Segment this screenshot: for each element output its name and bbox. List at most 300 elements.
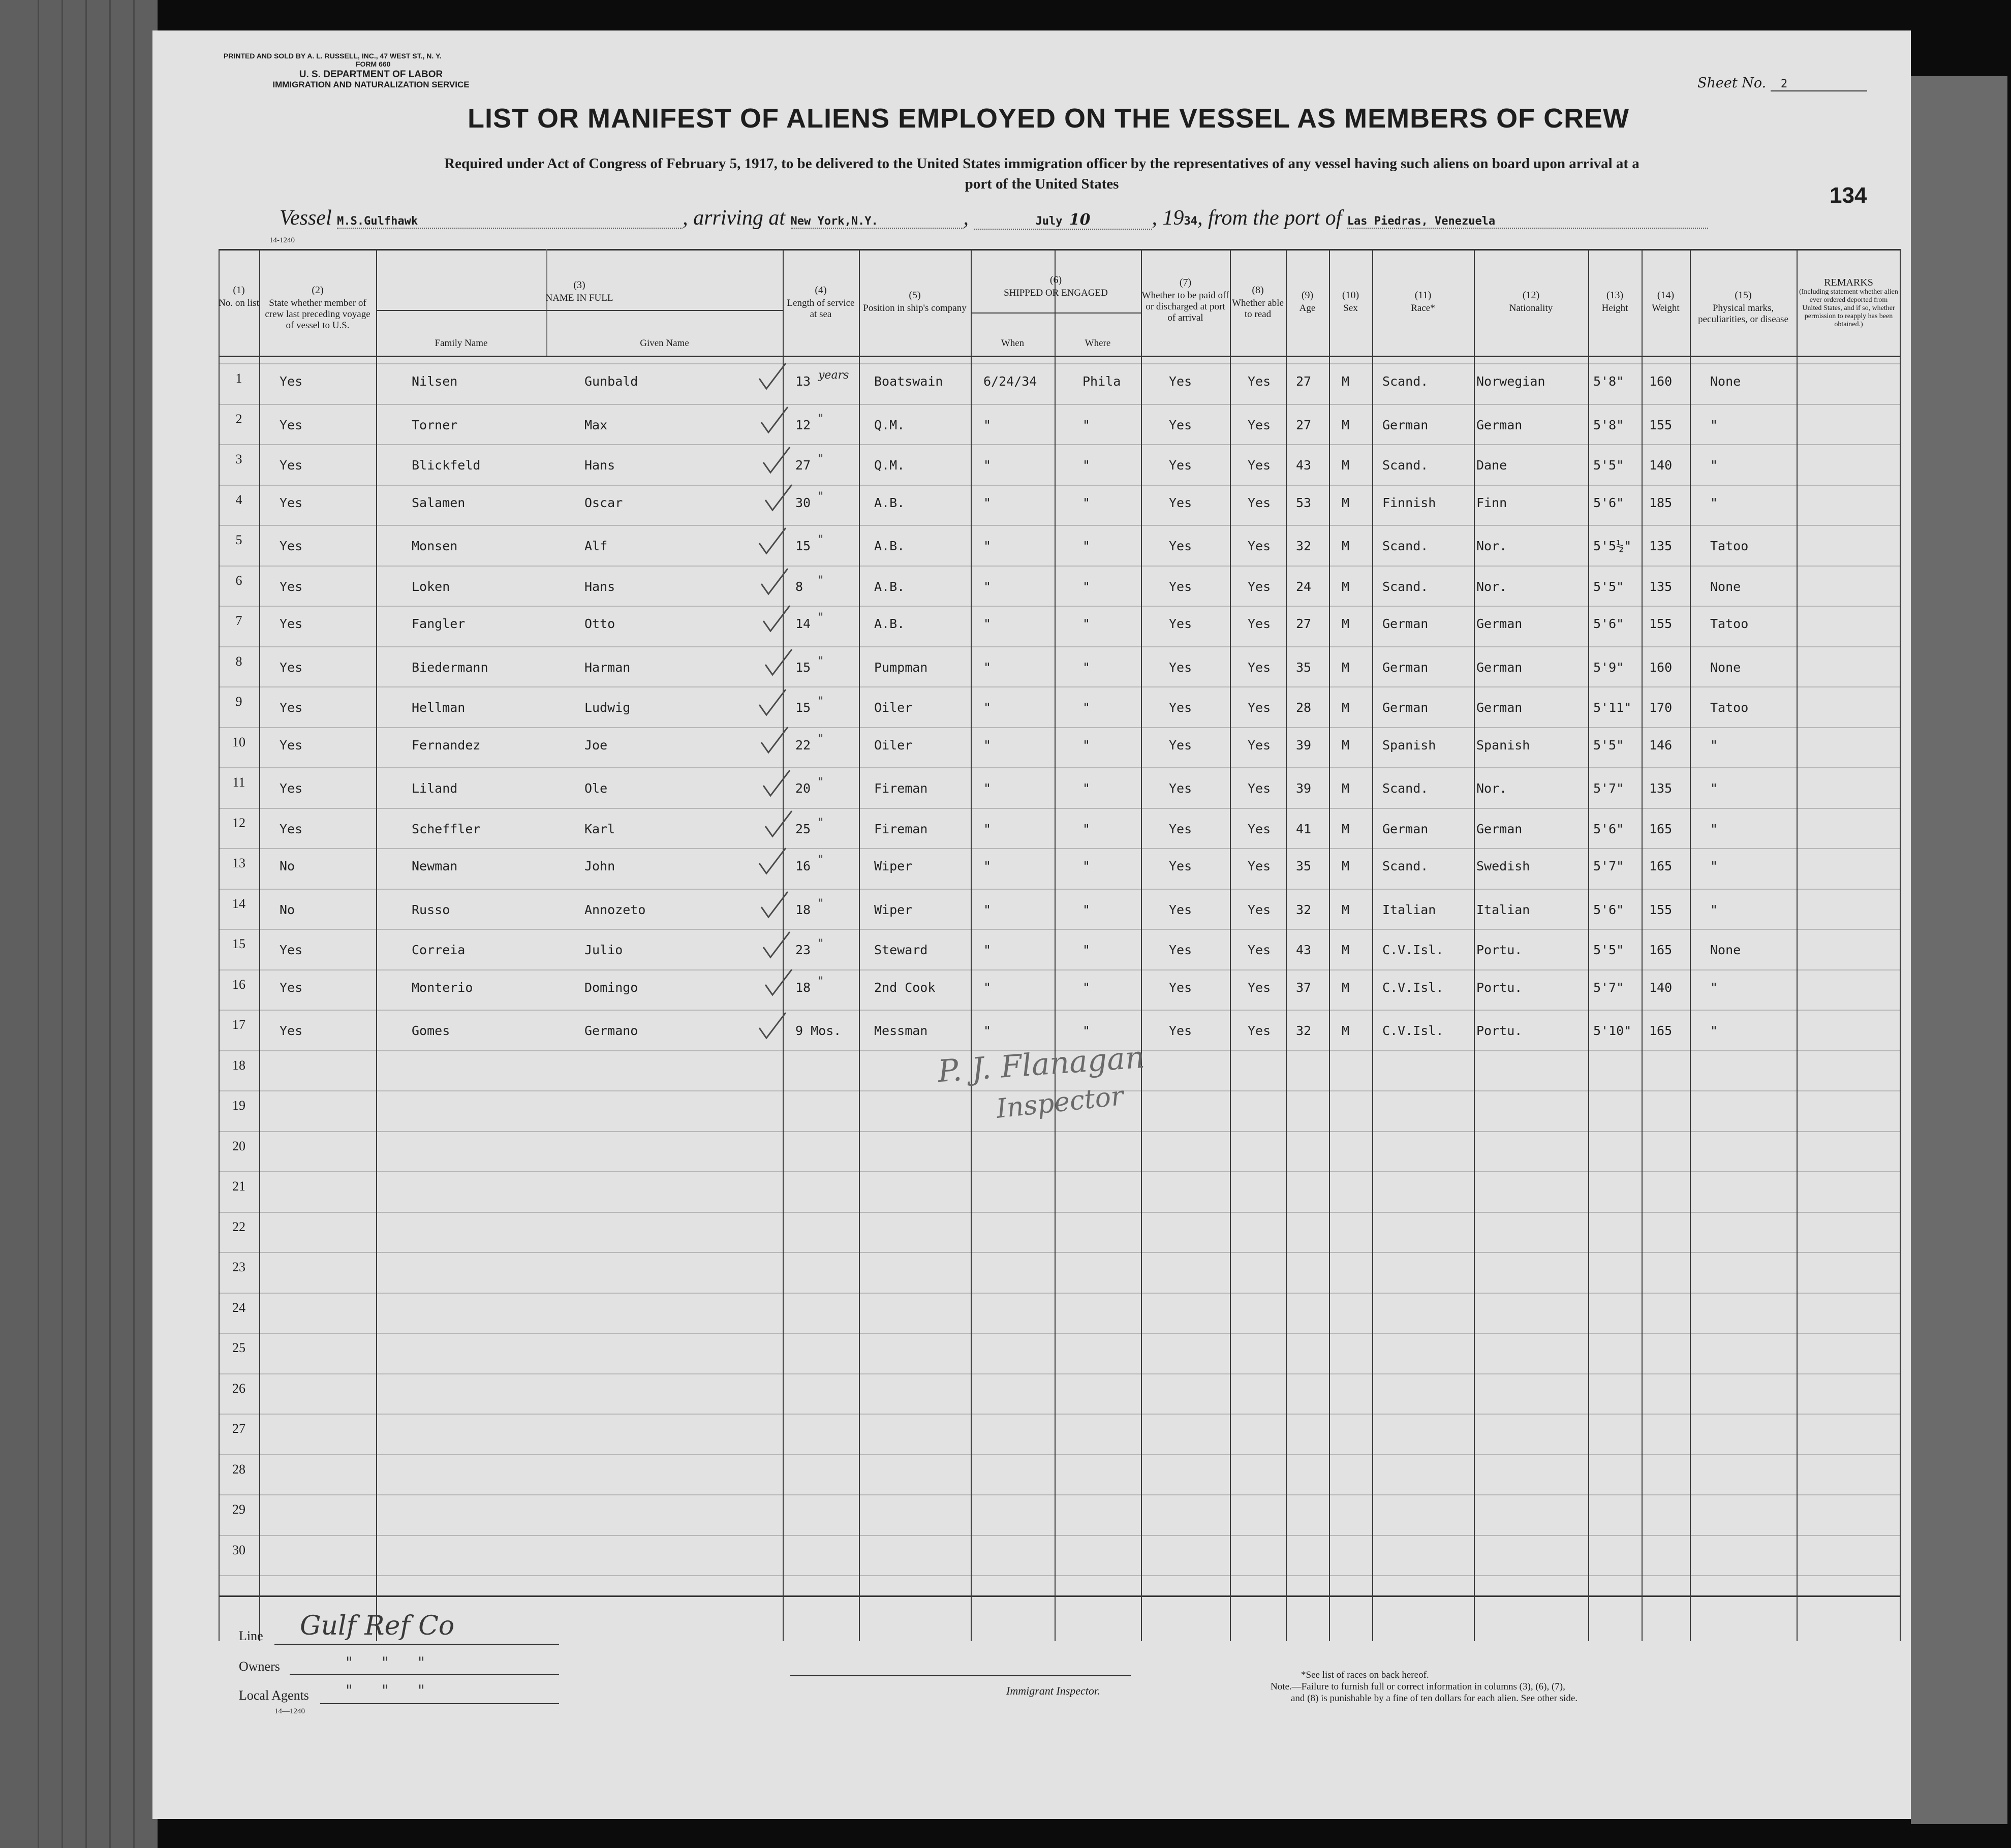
cell-age: 35 bbox=[1296, 859, 1312, 873]
cell-read: Yes bbox=[1248, 579, 1271, 594]
cell-race: C.V.Isl. bbox=[1382, 943, 1444, 957]
cell-paid-off: Yes bbox=[1169, 374, 1192, 389]
cell-weight: 135 bbox=[1649, 781, 1673, 796]
cell-paid-off: Yes bbox=[1169, 660, 1192, 675]
arrival-month: July bbox=[1035, 215, 1063, 228]
col-header-no: (1) No. on list bbox=[219, 285, 259, 308]
cell-race: Scand. bbox=[1382, 374, 1429, 389]
cell-given: Domingo bbox=[584, 980, 638, 995]
cell-where: " bbox=[1082, 660, 1091, 675]
cell-paid-off: Yes bbox=[1169, 700, 1192, 715]
row-rule bbox=[219, 566, 1901, 567]
cell-prev: Yes bbox=[280, 700, 303, 715]
cell-nationality: German bbox=[1476, 417, 1523, 432]
cell-position: A.B. bbox=[874, 579, 905, 594]
sheet-number-value: 2 bbox=[1771, 78, 1867, 91]
cell-service-unit: " bbox=[818, 897, 824, 910]
row-rule bbox=[219, 808, 1901, 809]
cell-when: " bbox=[983, 417, 992, 432]
cell-paid-off: Yes bbox=[1169, 616, 1192, 631]
cell-where: " bbox=[1082, 417, 1091, 432]
cell-paid-off: Yes bbox=[1169, 495, 1192, 510]
cell-read: Yes bbox=[1248, 1023, 1271, 1038]
cell-sex: M bbox=[1342, 616, 1350, 631]
cell-nationality: German bbox=[1476, 700, 1523, 715]
cell-age: 53 bbox=[1296, 495, 1312, 510]
cell-race: German bbox=[1382, 417, 1429, 432]
row-rule bbox=[219, 606, 1901, 607]
cell-weight: 155 bbox=[1649, 417, 1673, 432]
cell-weight: 135 bbox=[1649, 579, 1673, 594]
cell-prev: Yes bbox=[280, 616, 303, 631]
cell-nationality: Norwegian bbox=[1476, 374, 1545, 389]
cell-sex: M bbox=[1342, 417, 1350, 432]
row-number: 8 bbox=[235, 653, 242, 669]
cell-height: 5'5" bbox=[1593, 458, 1624, 473]
cell-position: Oiler bbox=[874, 700, 913, 715]
row-rule bbox=[219, 848, 1901, 849]
cell-given: Hans bbox=[584, 579, 615, 594]
cell-read: Yes bbox=[1248, 374, 1271, 389]
cell-when: " bbox=[983, 902, 992, 917]
cell-paid-off: Yes bbox=[1169, 902, 1192, 917]
cell-race: German bbox=[1382, 700, 1429, 715]
row-rule bbox=[219, 767, 1901, 768]
cell-service: 9 Mos. bbox=[795, 1023, 842, 1038]
cell-sex: M bbox=[1342, 902, 1350, 917]
cell-where: " bbox=[1082, 579, 1091, 594]
row-rule bbox=[219, 686, 1901, 687]
cell-height: 5'6" bbox=[1593, 902, 1624, 917]
row-rule bbox=[219, 646, 1901, 647]
cell-read: Yes bbox=[1248, 660, 1271, 675]
row-number: 29 bbox=[232, 1502, 245, 1517]
cell-when: " bbox=[983, 737, 992, 753]
cell-marks: " bbox=[1710, 495, 1718, 510]
cell-given: Joe bbox=[584, 737, 608, 753]
cell-paid-off: Yes bbox=[1169, 417, 1192, 432]
cell-prev: Yes bbox=[280, 980, 303, 995]
row-number: 23 bbox=[232, 1260, 245, 1274]
cell-weight: 155 bbox=[1649, 902, 1673, 917]
cell-position: Q.M. bbox=[874, 458, 905, 473]
check-mark-icon bbox=[757, 846, 788, 876]
cell-height: 5'5" bbox=[1593, 943, 1624, 957]
cell-height: 5'8" bbox=[1593, 374, 1624, 389]
check-mark-icon bbox=[763, 647, 794, 678]
cell-read: Yes bbox=[1248, 539, 1271, 553]
row-number: 5 bbox=[235, 533, 242, 547]
cell-given: Ludwig bbox=[584, 700, 631, 715]
row-rule bbox=[219, 1293, 1901, 1294]
row-number: 24 bbox=[232, 1300, 245, 1315]
cell-sex: M bbox=[1342, 700, 1350, 715]
cell-given: Harman bbox=[584, 660, 631, 675]
cell-marks: " bbox=[1710, 859, 1718, 873]
penalty-note-2: and (8) is punishable by a fine of ten dollars for each alien. See other side. bbox=[1291, 1693, 1578, 1704]
cell-where: " bbox=[1082, 1023, 1091, 1038]
cell-prev: Yes bbox=[280, 943, 303, 957]
cell-age: 27 bbox=[1296, 374, 1312, 389]
cell-position: Q.M. bbox=[874, 417, 905, 432]
row-rule bbox=[219, 404, 1901, 405]
cell-marks: " bbox=[1710, 458, 1718, 473]
cell-when: " bbox=[983, 616, 992, 631]
cell-when: 6/24/34 bbox=[983, 374, 1037, 389]
cell-nationality: Portu. bbox=[1476, 943, 1523, 957]
inspector-signature-title: Inspector bbox=[995, 1081, 1125, 1124]
cell-service-unit: " bbox=[818, 534, 824, 546]
cell-service: 15 bbox=[795, 539, 811, 553]
cell-service-unit: " bbox=[818, 453, 824, 465]
cell-sex: M bbox=[1342, 859, 1350, 873]
cell-weight: 165 bbox=[1649, 859, 1673, 873]
cell-read: Yes bbox=[1248, 417, 1271, 432]
cell-family: Russo bbox=[412, 902, 450, 917]
row-number: 12 bbox=[232, 815, 245, 830]
col-header-shipped: (6) SHIPPED OR ENGAGED bbox=[1004, 274, 1108, 298]
cell-when: " bbox=[983, 980, 992, 995]
cell-service-unit: " bbox=[818, 695, 824, 708]
cell-when: " bbox=[983, 781, 992, 796]
cell-prev: Yes bbox=[280, 1023, 303, 1038]
cell-sex: M bbox=[1342, 539, 1350, 553]
line-label: Line bbox=[239, 1628, 263, 1643]
check-mark-icon bbox=[757, 361, 788, 392]
cell-height: 5'5½" bbox=[1593, 539, 1632, 553]
cell-service: 18 bbox=[795, 980, 811, 995]
cell-service-unit: " bbox=[818, 975, 824, 988]
cell-prev: Yes bbox=[280, 458, 303, 473]
row-number: 19 bbox=[232, 1098, 245, 1113]
row-rule bbox=[219, 969, 1901, 970]
check-mark-icon bbox=[763, 483, 794, 513]
cell-marks: Tatoo bbox=[1710, 700, 1749, 715]
cell-race: German bbox=[1382, 660, 1429, 675]
col-header-name: (3) NAME IN FULL bbox=[545, 279, 613, 303]
cell-nationality: German bbox=[1476, 821, 1523, 836]
cell-position: Fireman bbox=[874, 781, 928, 796]
printer-credit: PRINTED AND SOLD BY A. L. RUSSELL, INC., 47 WEST ST., N. Y. bbox=[224, 52, 442, 60]
row-number: 17 bbox=[232, 1017, 245, 1032]
check-mark-icon bbox=[763, 809, 794, 839]
cell-prev: Yes bbox=[280, 417, 303, 432]
cell-weight: 165 bbox=[1649, 821, 1673, 836]
check-mark-icon bbox=[759, 725, 790, 756]
cell-given: John bbox=[584, 859, 615, 873]
row-rule bbox=[219, 525, 1901, 526]
cell-height: 5'6" bbox=[1593, 616, 1624, 631]
vessel-label: Vessel bbox=[280, 206, 332, 230]
cell-marks: Tatoo bbox=[1710, 616, 1749, 631]
cell-position: Oiler bbox=[874, 737, 913, 753]
cell-service-unit: " bbox=[818, 816, 824, 829]
cell-age: 39 bbox=[1296, 737, 1312, 753]
cell-family: Fernandez bbox=[412, 737, 481, 753]
cell-nationality: Portu. bbox=[1476, 1023, 1523, 1038]
cell-prev: Yes bbox=[280, 660, 303, 675]
cell-service: 27 bbox=[795, 458, 811, 473]
row-rule bbox=[219, 929, 1901, 930]
cell-race: German bbox=[1382, 821, 1429, 836]
cell-prev: Yes bbox=[280, 579, 303, 594]
cell-read: Yes bbox=[1248, 859, 1271, 873]
check-mark-icon bbox=[761, 768, 792, 799]
cell-nationality: Spanish bbox=[1476, 737, 1530, 753]
cell-position: Wiper bbox=[874, 902, 913, 917]
cell-position: Boatswain bbox=[874, 374, 943, 389]
row-number: 1 bbox=[235, 371, 242, 386]
cell-prev: Yes bbox=[280, 539, 303, 553]
binder-strip bbox=[0, 0, 158, 1848]
cell-when: " bbox=[983, 495, 992, 510]
row-number: 4 bbox=[235, 492, 242, 507]
sheet-number-label: Sheet No. bbox=[1697, 75, 1767, 91]
row-number: 10 bbox=[232, 734, 245, 749]
cell-service-unit: " bbox=[818, 490, 824, 503]
cell-prev: Yes bbox=[280, 781, 303, 796]
cell-given: Germano bbox=[584, 1023, 638, 1038]
cell-where: " bbox=[1082, 943, 1091, 957]
cell-marks: " bbox=[1710, 781, 1718, 796]
cell-read: Yes bbox=[1248, 700, 1271, 715]
cell-given: Oscar bbox=[584, 495, 623, 510]
cell-paid-off: Yes bbox=[1169, 859, 1192, 873]
cell-height: 5'5" bbox=[1593, 579, 1624, 594]
cell-service-unit: " bbox=[818, 654, 824, 668]
row-rule bbox=[219, 1575, 1901, 1576]
cell-given: Annozeto bbox=[584, 902, 646, 917]
cell-marks: " bbox=[1710, 980, 1718, 995]
row-number: 15 bbox=[232, 936, 245, 951]
cell-age: 32 bbox=[1296, 902, 1312, 917]
department-name: U. S. DEPARTMENT OF LABOR bbox=[299, 69, 443, 80]
cell-given: Alf bbox=[584, 539, 608, 553]
check-mark-icon bbox=[757, 1011, 788, 1041]
row-number: 20 bbox=[232, 1138, 245, 1153]
arriving-port: New York,N.Y. bbox=[791, 215, 964, 229]
from-port: Las Piedras, Venezuela bbox=[1347, 215, 1708, 229]
row-number: 27 bbox=[232, 1421, 245, 1436]
cell-where: " bbox=[1082, 700, 1091, 715]
cell-position: 2nd Cook bbox=[874, 980, 936, 995]
cell-service: 15 bbox=[795, 660, 811, 675]
cell-nationality: Italian bbox=[1476, 902, 1530, 917]
line-value: Gulf Ref Co bbox=[300, 1611, 455, 1641]
cell-service-unit: " bbox=[818, 937, 824, 950]
cell-where: " bbox=[1082, 737, 1091, 753]
cell-family: Correia bbox=[412, 943, 466, 957]
row-number: 13 bbox=[232, 856, 245, 870]
cell-sex: M bbox=[1342, 458, 1350, 473]
cell-read: Yes bbox=[1248, 980, 1271, 995]
cell-when: " bbox=[983, 943, 992, 957]
cell-where: Phila bbox=[1082, 374, 1121, 389]
cell-nationality: German bbox=[1476, 616, 1523, 631]
inspector-signature-name: P. J. Flanagan bbox=[937, 1039, 1146, 1090]
cell-prev: Yes bbox=[280, 374, 303, 389]
row-number: 18 bbox=[232, 1057, 245, 1073]
cell-position: Messman bbox=[874, 1023, 928, 1038]
cell-weight: 160 bbox=[1649, 660, 1673, 675]
form-code-bottom: 14—1240 bbox=[274, 1707, 305, 1715]
underlying-sheet-edge bbox=[1911, 76, 2007, 1824]
row-number: 3 bbox=[235, 452, 242, 466]
cell-service: 30 bbox=[795, 495, 811, 510]
cell-when: " bbox=[983, 539, 992, 553]
cell-service: 8 bbox=[795, 579, 803, 594]
check-mark-icon bbox=[763, 967, 794, 998]
row-rule bbox=[219, 363, 1901, 364]
row-number: 25 bbox=[232, 1340, 245, 1355]
cell-service-unit: " bbox=[818, 412, 824, 425]
cell-nationality: Portu. bbox=[1476, 980, 1523, 995]
cell-marks: None bbox=[1710, 660, 1741, 675]
cell-read: Yes bbox=[1248, 943, 1271, 957]
cell-position: Steward bbox=[874, 943, 928, 957]
cell-sex: M bbox=[1342, 495, 1350, 510]
cell-weight: 140 bbox=[1649, 980, 1673, 995]
cell-where: " bbox=[1082, 859, 1091, 873]
cell-service: 20 bbox=[795, 781, 811, 796]
col-header-race: (11) Race* bbox=[1411, 290, 1435, 314]
cell-position: Fireman bbox=[874, 821, 928, 836]
cell-family: Biedermann bbox=[412, 660, 488, 675]
col-header-age: (9) Age bbox=[1299, 290, 1316, 314]
cell-given: Gunbald bbox=[584, 374, 638, 389]
cell-position: A.B. bbox=[874, 616, 905, 631]
check-mark-icon bbox=[761, 445, 792, 476]
cell-age: 37 bbox=[1296, 980, 1312, 995]
cell-weight: 135 bbox=[1649, 539, 1673, 553]
cell-service: 18 bbox=[795, 902, 811, 917]
cell-height: 5'6" bbox=[1593, 821, 1624, 836]
cell-family: Loken bbox=[412, 579, 450, 594]
cell-family: Monsen bbox=[412, 539, 458, 553]
cell-height: 5'5" bbox=[1593, 737, 1624, 753]
row-number: 16 bbox=[232, 977, 245, 992]
cell-sex: M bbox=[1342, 579, 1350, 594]
cell-race: Scand. bbox=[1382, 458, 1429, 473]
cell-family: Salamen bbox=[412, 495, 466, 510]
check-mark-icon bbox=[759, 405, 790, 435]
cell-service: 16 bbox=[795, 859, 811, 873]
cell-service: 14 bbox=[795, 616, 811, 631]
col-header-height: (13) Height bbox=[1601, 290, 1628, 314]
cell-paid-off: Yes bbox=[1169, 821, 1192, 836]
cell-weight: 140 bbox=[1649, 458, 1673, 473]
cell-weight: 165 bbox=[1649, 943, 1673, 957]
cell-race: German bbox=[1382, 616, 1429, 631]
cell-given: Karl bbox=[584, 821, 615, 836]
cell-given: Julio bbox=[584, 943, 623, 957]
immigrant-inspector-label: Immigrant Inspector. bbox=[1006, 1684, 1100, 1697]
cell-marks: " bbox=[1710, 902, 1718, 917]
cell-service-unit: " bbox=[818, 776, 824, 789]
page-title: LIST OR MANIFEST OF ALIENS EMPLOYED ON THE VESSEL AS MEMBERS OF CREW bbox=[468, 103, 1630, 134]
cell-service-unit: " bbox=[818, 611, 824, 624]
cell-read: Yes bbox=[1248, 902, 1271, 917]
manifest-sheet bbox=[152, 30, 1911, 1819]
owners-label: Owners bbox=[239, 1659, 280, 1674]
cell-prev: Yes bbox=[280, 737, 303, 753]
row-rule bbox=[219, 1252, 1901, 1253]
col-header-weight: (14) Weight bbox=[1652, 290, 1680, 314]
cell-given: Hans bbox=[584, 458, 615, 473]
cell-family: Hellman bbox=[412, 700, 466, 715]
cell-service-unit: " bbox=[818, 732, 824, 745]
cell-height: 5'7" bbox=[1593, 980, 1624, 995]
cell-weight: 170 bbox=[1649, 700, 1673, 715]
row-number: 14 bbox=[232, 896, 245, 911]
cell-paid-off: Yes bbox=[1169, 943, 1192, 957]
row-rule bbox=[219, 1333, 1901, 1334]
cell-weight: 146 bbox=[1649, 737, 1673, 753]
cell-height: 5'7" bbox=[1593, 859, 1624, 873]
cell-age: 43 bbox=[1296, 458, 1312, 473]
cell-service: 22 bbox=[795, 737, 811, 753]
col-header-position: (5) Position in ship's company bbox=[863, 290, 967, 314]
vessel-line: Vessel M.S.Gulfhawk , arriving at New York,N.Y. , July 10 , 1934, from the port of Las Piedras, Venezuela bbox=[280, 206, 1708, 230]
row-number: 6 bbox=[235, 573, 242, 588]
cell-race: C.V.Isl. bbox=[1382, 1023, 1444, 1038]
cell-where: " bbox=[1082, 458, 1091, 473]
cell-race: Scand. bbox=[1382, 859, 1429, 873]
cell-paid-off: Yes bbox=[1169, 579, 1192, 594]
cell-race: Scand. bbox=[1382, 579, 1429, 594]
year-suffix: 34 bbox=[1184, 215, 1197, 228]
cell-where: " bbox=[1082, 781, 1091, 796]
cell-prev: No bbox=[280, 902, 295, 917]
cell-height: 5'10" bbox=[1593, 1023, 1632, 1038]
cell-marks: Tatoo bbox=[1710, 539, 1749, 553]
cell-family: Gomes bbox=[412, 1023, 450, 1038]
row-rule bbox=[219, 444, 1901, 445]
cell-age: 32 bbox=[1296, 1023, 1312, 1038]
col-header-prev-voyage: (2) State whether member of crew last preceding voyage of vessel to U.S. bbox=[265, 285, 370, 331]
row-number: 7 bbox=[235, 613, 242, 628]
cell-nationality: Nor. bbox=[1476, 539, 1507, 553]
cell-nationality: Finn bbox=[1476, 495, 1507, 510]
cell-age: 41 bbox=[1296, 821, 1312, 836]
cell-race: Scand. bbox=[1382, 781, 1429, 796]
col-header-family-name: Family Name bbox=[435, 338, 488, 349]
cell-age: 28 bbox=[1296, 700, 1312, 715]
col-header-paid-off: (7) Whether to be paid off or discharged at port of arrival bbox=[1141, 277, 1229, 323]
cell-read: Yes bbox=[1248, 737, 1271, 753]
row-number: 28 bbox=[232, 1461, 245, 1477]
cell-race: Italian bbox=[1382, 902, 1436, 917]
cell-age: 27 bbox=[1296, 616, 1312, 631]
cell-when: " bbox=[983, 660, 992, 675]
cell-age: 43 bbox=[1296, 943, 1312, 957]
cell-marks: " bbox=[1710, 417, 1718, 432]
cell-when: " bbox=[983, 700, 992, 715]
cell-race: C.V.Isl. bbox=[1382, 980, 1444, 995]
row-number: 9 bbox=[235, 694, 242, 709]
cell-given: Ole bbox=[584, 781, 608, 796]
col-header-service: (4) Length of service at sea bbox=[787, 285, 855, 320]
cell-marks: " bbox=[1710, 1023, 1718, 1038]
arriving-label: , arriving at bbox=[683, 206, 785, 230]
cell-marks: " bbox=[1710, 821, 1718, 836]
cell-paid-off: Yes bbox=[1169, 458, 1192, 473]
row-number: 2 bbox=[235, 411, 242, 426]
cell-service: 25 bbox=[795, 821, 811, 836]
local-agents-value: " " " bbox=[346, 1682, 425, 1700]
cell-read: Yes bbox=[1248, 458, 1271, 473]
cell-paid-off: Yes bbox=[1169, 1023, 1192, 1038]
